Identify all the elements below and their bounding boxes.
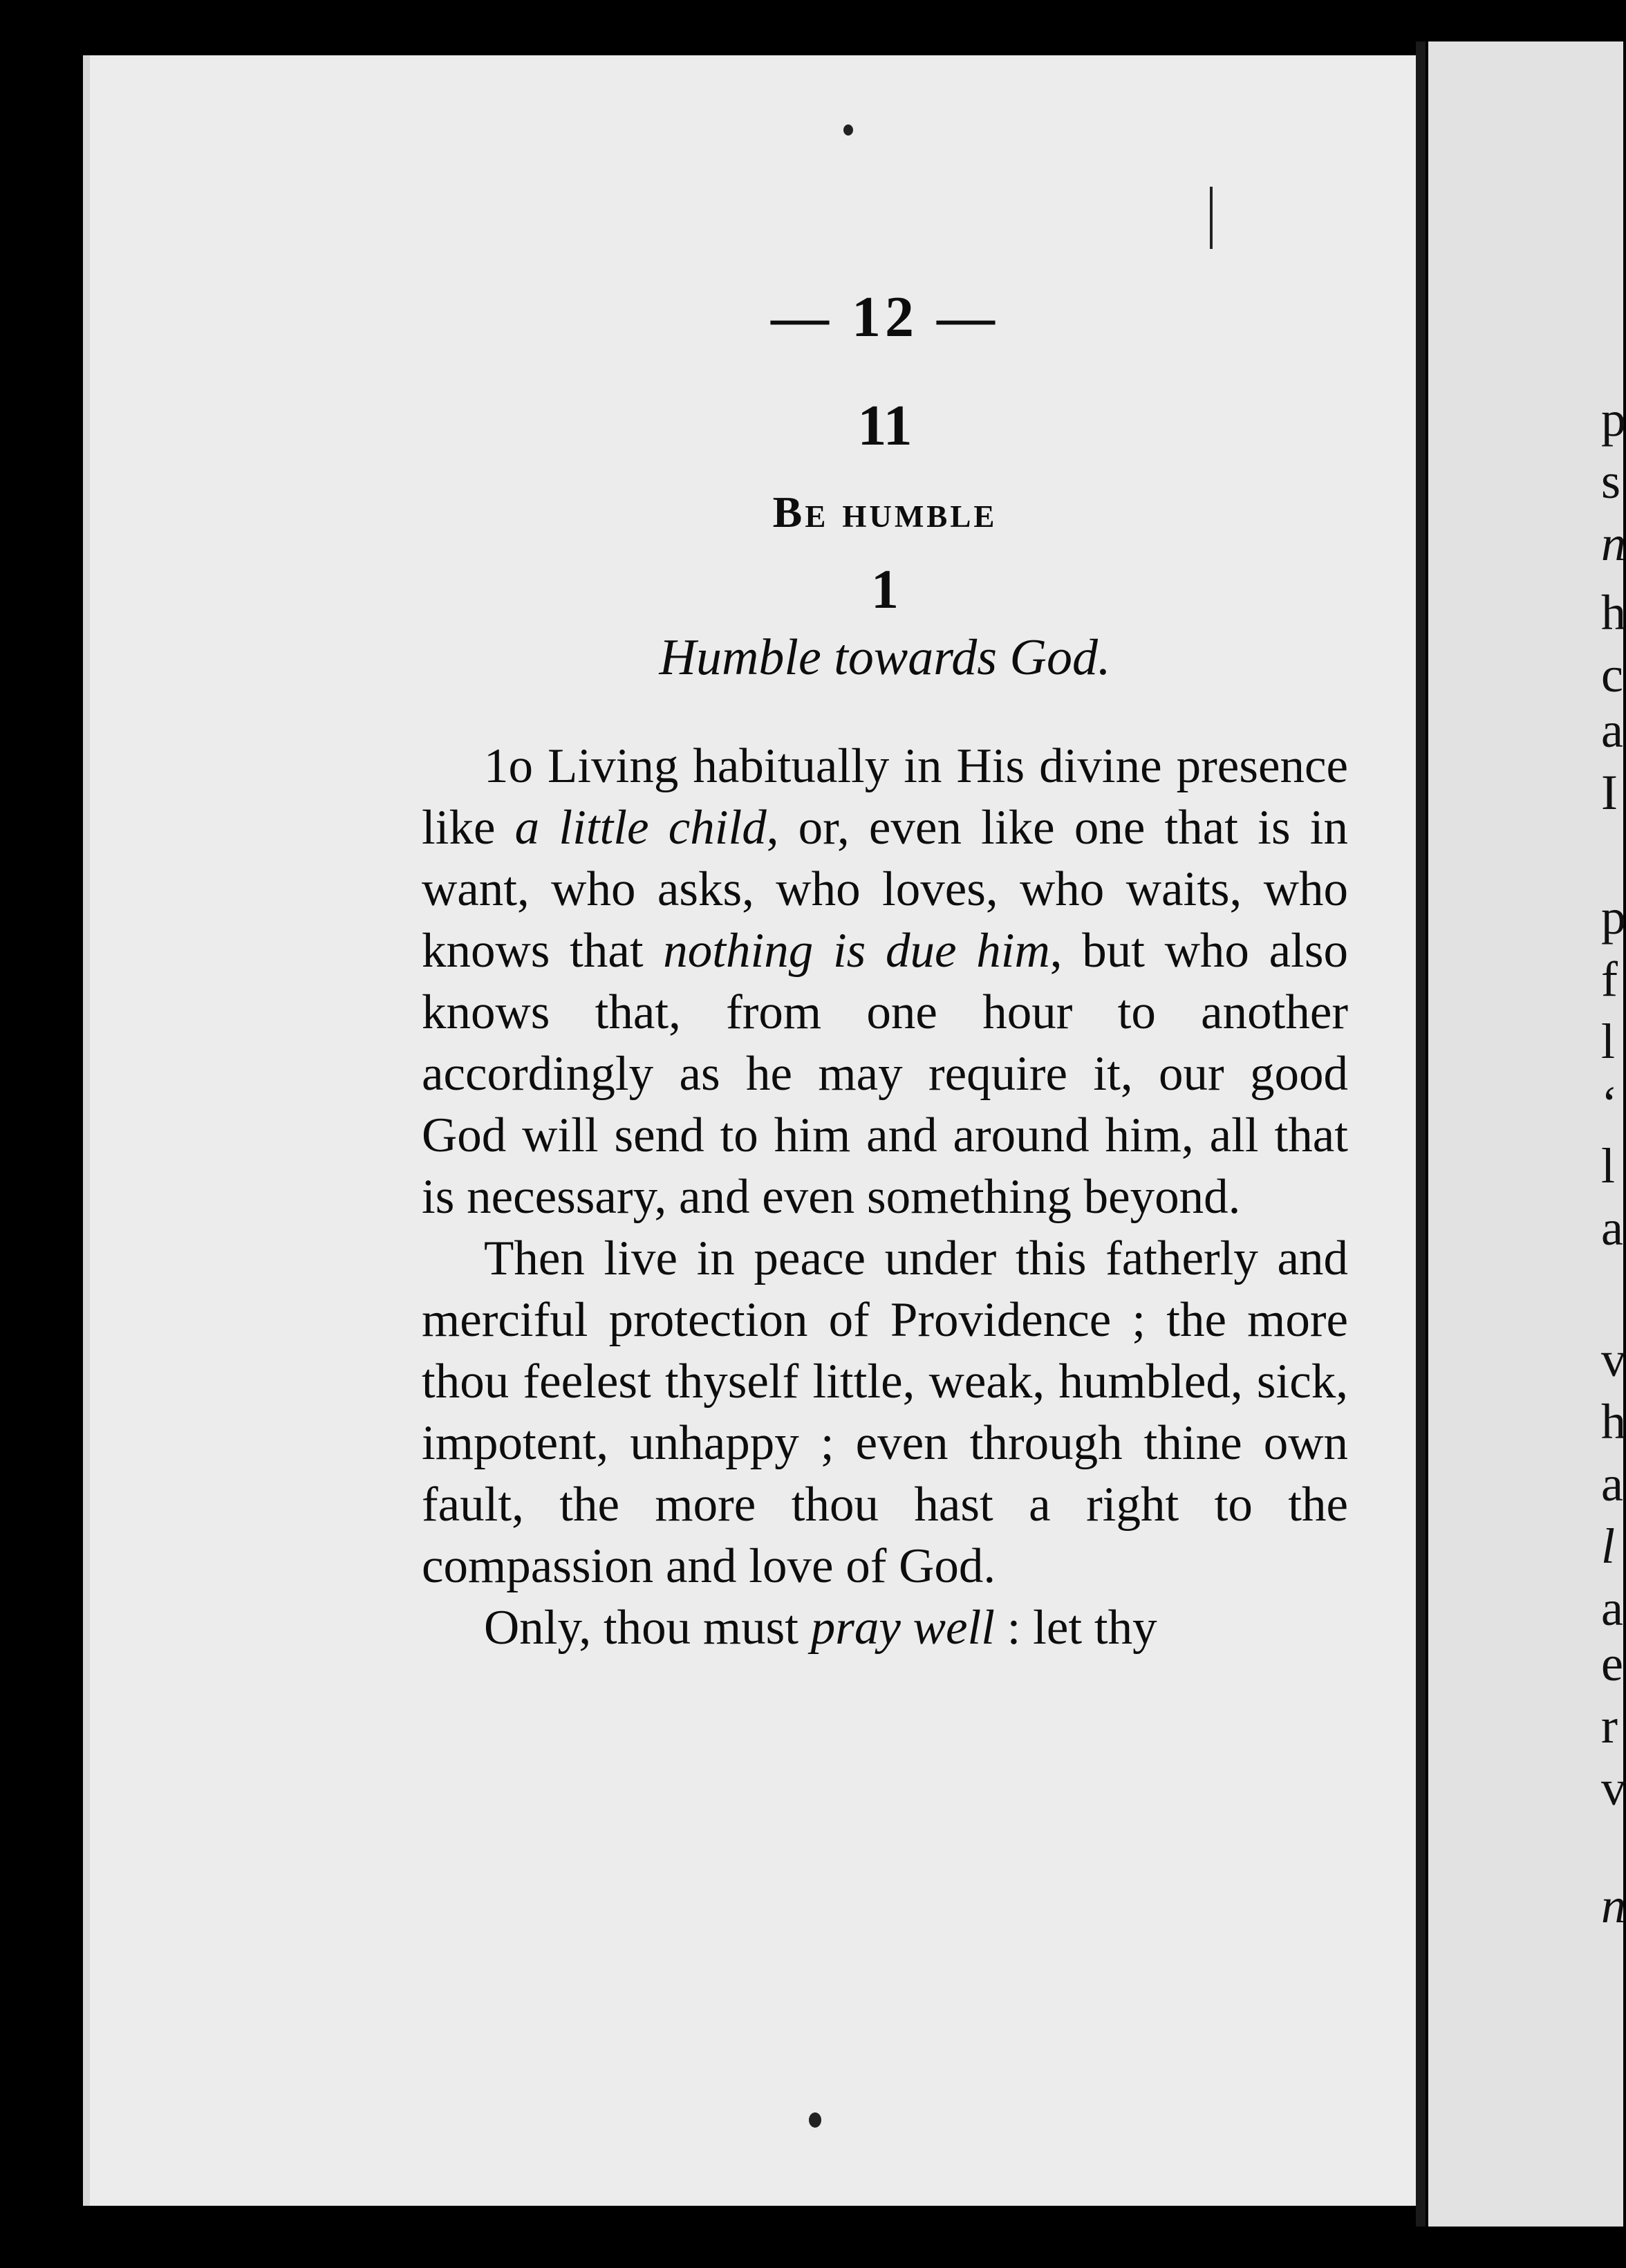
page-crease: [1210, 187, 1213, 249]
paragraph-3: Only, thou must pray well : let thy: [484, 1601, 1157, 1655]
facing-letter: ‘: [1601, 1076, 1618, 1131]
chapter-title: Be humble: [772, 487, 998, 537]
facing-letter: h: [1601, 585, 1626, 640]
facing-letter: p: [1601, 889, 1626, 945]
facing-letter: n: [1601, 1878, 1626, 1933]
facing-letter: a: [1601, 703, 1623, 758]
book-page: [83, 55, 1421, 2206]
section-number: 1: [871, 559, 899, 620]
facing-letter: p: [1601, 391, 1626, 447]
facing-letter: I: [1601, 765, 1618, 820]
facing-letter: l: [1601, 1138, 1616, 1193]
page-number: — 12 —: [771, 285, 999, 349]
facing-letter: v: [1601, 1332, 1626, 1387]
ink-speck: [843, 124, 853, 136]
paragraph-2: Then live in peace under this fatherly and merciful protection of Providence ; the more thou feelest thyself little, weak, humbled, sick, impotent, unhappy ; even through thine own fault, the more thou hast a right to the compassion and love of God.: [422, 1231, 1348, 1593]
facing-letter: c: [1601, 647, 1623, 703]
facing-letter: f: [1601, 951, 1618, 1007]
chapter-number: 11: [857, 393, 913, 458]
facing-letter: s: [1601, 454, 1621, 509]
section-title: Humble towards God.: [659, 629, 1111, 686]
paragraph-1: 1o Living habitually in His divine presence like a little child, or, even like one that is in want, who asks, who loves, who waits, who knows that nothing is due him, but who also knows that, from one hour to another accordingly as he may require it, our good God will send to him and around him, all that is necessary, and even something beyond.: [422, 739, 1349, 1224]
facing-letter: e: [1601, 1636, 1623, 1691]
facing-letter: l: [1601, 1014, 1616, 1069]
facing-letter: l: [1601, 1518, 1616, 1574]
facing-letter: a: [1601, 1581, 1623, 1636]
facing-letter: h: [1601, 1394, 1626, 1449]
ink-speck: [809, 2112, 821, 2128]
facing-letter: a: [1601, 1456, 1623, 1512]
facing-letter: a: [1601, 1200, 1623, 1256]
facing-page-edge: [1428, 41, 1626, 2227]
page-content: [422, 284, 1348, 1659]
facing-letter: v: [1601, 1760, 1626, 1816]
book-spine: [1416, 41, 1426, 2227]
facing-letter: n: [1601, 516, 1626, 571]
facing-letter: r: [1601, 1698, 1618, 1754]
